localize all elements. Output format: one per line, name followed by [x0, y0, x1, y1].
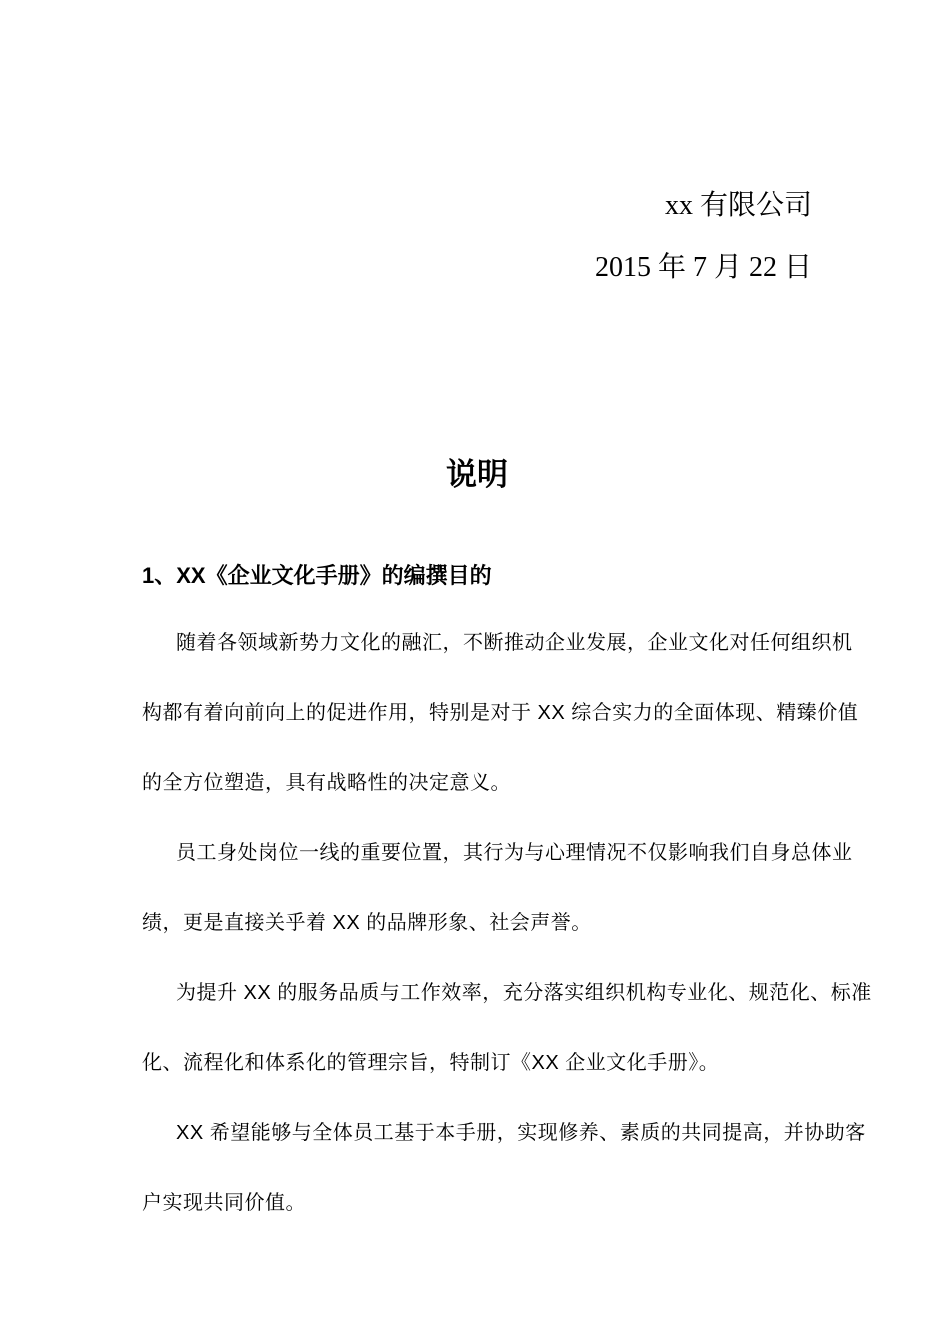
body-text — [142, 608, 872, 1238]
body-line: 绩，更是直接关乎着 XX 的品牌形象、社会声誉。 — [142, 912, 592, 934]
body-line: 化、流程化和体系化的管理宗旨，特制订《XX 企业文化手册》。 — [142, 1052, 720, 1074]
body-line: 员工身处岗位一线的重要位置，其行为与心理情况不仅影响我们自身总体业 — [176, 842, 853, 864]
document-date: 2015 年 7 月 22 日 — [594, 252, 812, 283]
company-name: xx 有限公司 — [664, 190, 812, 221]
document-title: 说明 — [446, 457, 508, 492]
section-heading: 1、XX《企业文化手册》的编撰目的 — [142, 563, 492, 588]
body-line: 的全方位塑造，具有战略性的决定意义。 — [142, 772, 511, 794]
body-line: 构都有着向前向上的促进作用，特别是对于 XX 综合实力的全面体现、精臻价值 — [142, 702, 859, 724]
body-line: 户实现共同价值。 — [142, 1192, 306, 1214]
body-line: 为提升 XX 的服务品质与工作效率，充分落实组织机构专业化、规范化、标准 — [176, 982, 872, 1004]
body-line: 随着各领域新势力文化的融汇，不断推动企业发展，企业文化对任何组织机 — [176, 632, 853, 654]
body-line: XX 希望能够与全体员工基于本手册，实现修养、素质的共同提高，并协助客 — [176, 1122, 866, 1144]
